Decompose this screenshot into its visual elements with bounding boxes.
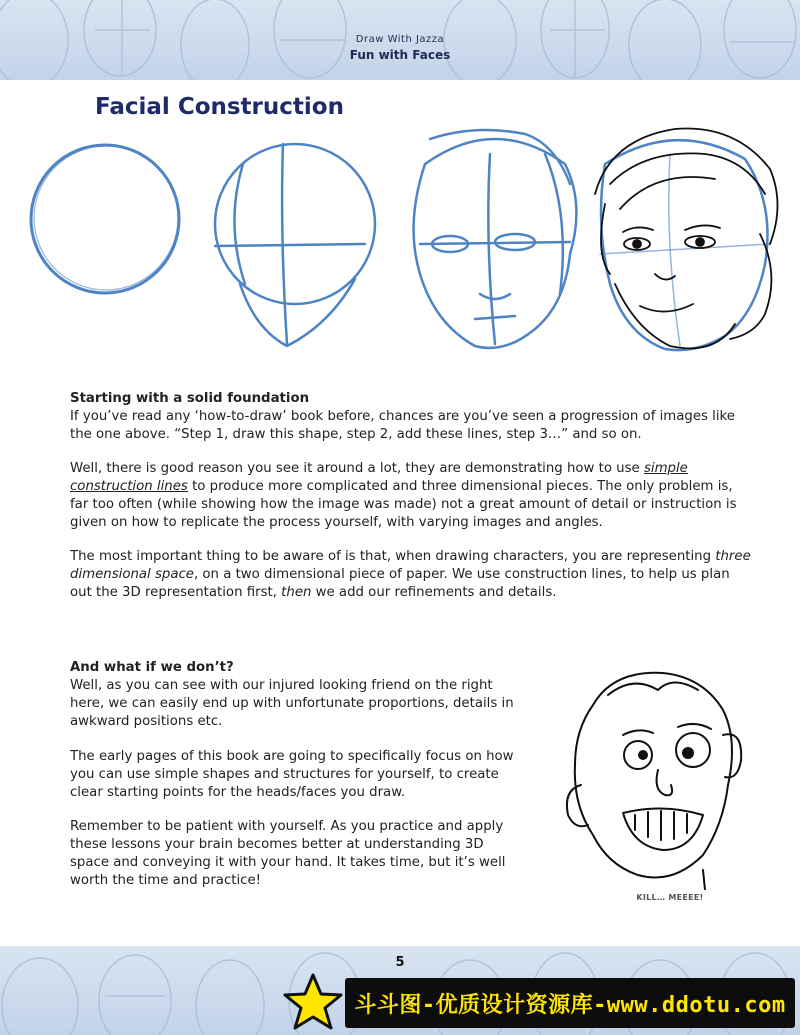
text-3d-then: then — [281, 585, 312, 600]
step-1-circle — [31, 145, 179, 293]
book-title: Draw With Jazza — [355, 34, 445, 45]
text-3d-emphasis: three dimensional space — [70, 549, 751, 582]
text-construction-lines-1: Well, there is good reason you see it around a lot, they are demonstrating how to use — [70, 461, 644, 476]
step-3-construction-face — [414, 130, 577, 348]
watermark-banner — [345, 978, 795, 1028]
simple-construction-lines-link: simple construction lines — [70, 461, 688, 494]
heading-foundation: Starting with a solid foundation — [70, 391, 310, 406]
text-construction-lines-2: to produce more complicated and three dimensional pieces. The only problem is, far too often (while showing how the image was made) not a great amount of detail or instruction is given on how to replicate the process yourself, with varying images and angles. — [70, 479, 737, 530]
watermark-text: 斗斗图-优质设计资源库-www.ddotu.com — [354, 992, 786, 1018]
step-4-finished-face — [595, 129, 778, 351]
star-icon — [282, 972, 344, 1032]
text-3d-1: The most important thing to be aware of is that, when drawing characters, you are representing — [70, 549, 716, 564]
text-be-patient: Remember to be patient with yourself. As you practice and apply these lessons your brain becomes better at understanding 3D space and conveying it with your hand. It takes time, but it’s well worth the time and practice! — [70, 819, 506, 888]
text-3d-2: , on a two dimensional piece of paper. We use construction lines, to help us plan out the 3D representation first, — [70, 567, 730, 600]
page-number: 5 — [395, 955, 405, 970]
text-foundation: If you’ve read any ‘how-to-draw’ book before, chances are you’ve seen a progression of images like the one above. “Step 1, draw this shape, step 2, add these lines, step 3…” and so on. — [70, 409, 735, 442]
paragraph-what-if — [70, 659, 522, 731]
section-heading: Facial Construction — [95, 94, 344, 120]
caricature-caption: KILL… MEEEE! — [636, 893, 704, 902]
facial-construction-illustration — [25, 124, 785, 364]
text-3d-3: we add our refinements and details. — [311, 585, 557, 600]
text-what-if: Well, as you can see with our injured looking friend on the right here, we can easily end up with unfortunate proportions, details in awkward positions etc. — [70, 678, 514, 729]
paragraph-three-dimensional — [70, 548, 752, 602]
chapter-title: Fun with Faces — [349, 48, 451, 62]
heading-what-if: And what if we don’t? — [70, 660, 234, 675]
text-early-pages: The early pages of this book are going to specifically focus on how you can use simple shapes and structures for yourself, to create clear starting points for the heads/faces you draw. — [70, 749, 514, 800]
paragraph-construction-lines — [70, 460, 752, 532]
paragraph-be-patient — [70, 818, 522, 890]
injured-friend-caricature — [553, 665, 753, 890]
header-band — [0, 0, 800, 80]
paragraph-early-pages — [70, 748, 522, 802]
paragraph-foundation — [70, 390, 752, 444]
step-2-cross-jaw — [215, 144, 375, 346]
